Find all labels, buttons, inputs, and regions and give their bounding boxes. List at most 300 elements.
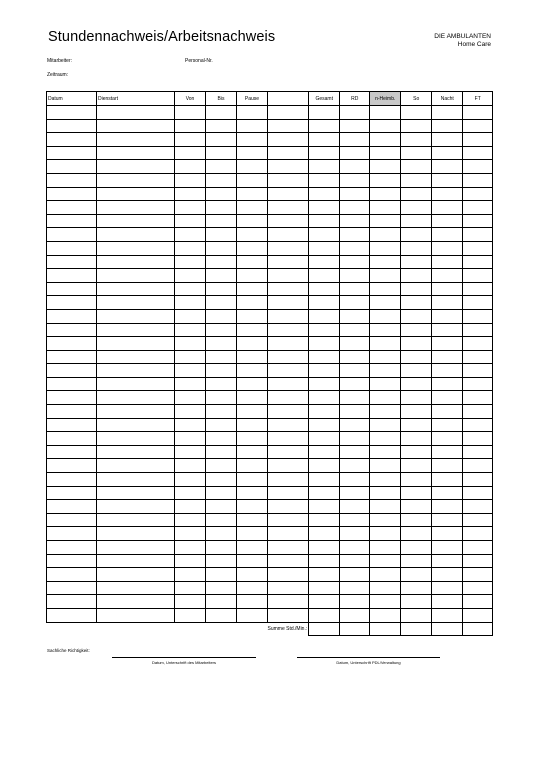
table-cell[interactable]: [206, 296, 237, 310]
table-cell[interactable]: [401, 405, 432, 419]
table-cell[interactable]: [97, 255, 175, 269]
table-cell[interactable]: [206, 527, 237, 541]
table-cell[interactable]: [401, 228, 432, 242]
table-cell[interactable]: [463, 119, 493, 133]
table-cell[interactable]: [268, 405, 309, 419]
table-cell[interactable]: [206, 581, 237, 595]
table-cell[interactable]: [97, 106, 175, 120]
table-cell[interactable]: [97, 119, 175, 133]
table-cell[interactable]: [463, 228, 493, 242]
table-cell[interactable]: [463, 608, 493, 622]
table-cell[interactable]: [206, 146, 237, 160]
table-cell[interactable]: [175, 527, 206, 541]
table-cell[interactable]: [401, 187, 432, 201]
table-cell[interactable]: [432, 595, 463, 609]
table-cell[interactable]: [206, 133, 237, 147]
table-cell[interactable]: [206, 405, 237, 419]
table-cell[interactable]: [47, 432, 97, 446]
table-cell[interactable]: [401, 391, 432, 405]
table-cell[interactable]: [370, 106, 401, 120]
table-cell[interactable]: [206, 418, 237, 432]
table-cell[interactable]: [237, 282, 268, 296]
table-cell[interactable]: [340, 608, 370, 622]
table-cell[interactable]: [206, 568, 237, 582]
table-cell[interactable]: [97, 486, 175, 500]
table-cell[interactable]: [401, 337, 432, 351]
table-cell[interactable]: [175, 473, 206, 487]
table-cell[interactable]: [463, 364, 493, 378]
table-cell[interactable]: [47, 214, 97, 228]
table-cell[interactable]: [97, 214, 175, 228]
table-cell[interactable]: [370, 445, 401, 459]
table-cell[interactable]: [370, 337, 401, 351]
table-cell[interactable]: [432, 296, 463, 310]
table-cell[interactable]: [340, 269, 370, 283]
table-cell[interactable]: [268, 119, 309, 133]
table-cell[interactable]: [432, 500, 463, 514]
table-cell[interactable]: [463, 541, 493, 555]
table-cell[interactable]: [175, 201, 206, 215]
table-cell[interactable]: [268, 513, 309, 527]
table-cell[interactable]: [47, 568, 97, 582]
table-cell[interactable]: [47, 309, 97, 323]
table-cell[interactable]: [340, 405, 370, 419]
table-cell[interactable]: [463, 554, 493, 568]
table-cell[interactable]: [175, 513, 206, 527]
table-cell[interactable]: [268, 418, 309, 432]
table-cell[interactable]: [175, 568, 206, 582]
table-cell[interactable]: [237, 445, 268, 459]
table-cell[interactable]: [401, 486, 432, 500]
table-cell[interactable]: [463, 527, 493, 541]
table-cell[interactable]: [309, 146, 340, 160]
table-cell[interactable]: [175, 486, 206, 500]
table-cell[interactable]: [175, 269, 206, 283]
table-cell[interactable]: [268, 323, 309, 337]
table-cell[interactable]: [463, 323, 493, 337]
table-cell[interactable]: [463, 350, 493, 364]
table-cell[interactable]: [175, 309, 206, 323]
table-cell[interactable]: [309, 350, 340, 364]
table-cell[interactable]: [340, 228, 370, 242]
table-cell[interactable]: [237, 527, 268, 541]
table-cell[interactable]: [309, 241, 340, 255]
table-cell[interactable]: [237, 309, 268, 323]
table-cell[interactable]: [401, 282, 432, 296]
table-cell[interactable]: [175, 554, 206, 568]
table-cell[interactable]: [237, 486, 268, 500]
table-cell[interactable]: [47, 418, 97, 432]
table-cell[interactable]: [206, 350, 237, 364]
table-cell[interactable]: [237, 160, 268, 174]
table-cell[interactable]: [340, 160, 370, 174]
table-cell[interactable]: [432, 608, 463, 622]
table-cell[interactable]: [309, 608, 340, 622]
table-cell[interactable]: [268, 282, 309, 296]
table-cell[interactable]: [268, 146, 309, 160]
table-cell[interactable]: [309, 459, 340, 473]
table-cell[interactable]: [432, 337, 463, 351]
table-cell[interactable]: [432, 364, 463, 378]
table-cell[interactable]: [309, 541, 340, 555]
table-cell[interactable]: [309, 309, 340, 323]
table-cell[interactable]: [340, 337, 370, 351]
sum-cell[interactable]: [340, 622, 370, 636]
table-cell[interactable]: [47, 160, 97, 174]
table-cell[interactable]: [309, 201, 340, 215]
table-cell[interactable]: [463, 241, 493, 255]
table-cell[interactable]: [237, 269, 268, 283]
table-cell[interactable]: [175, 581, 206, 595]
table-cell[interactable]: [340, 445, 370, 459]
table-cell[interactable]: [401, 309, 432, 323]
table-cell[interactable]: [401, 445, 432, 459]
table-cell[interactable]: [206, 337, 237, 351]
table-cell[interactable]: [432, 201, 463, 215]
table-cell[interactable]: [309, 500, 340, 514]
table-cell[interactable]: [463, 581, 493, 595]
table-cell[interactable]: [175, 160, 206, 174]
table-cell[interactable]: [206, 106, 237, 120]
table-cell[interactable]: [97, 541, 175, 555]
table-cell[interactable]: [268, 608, 309, 622]
table-cell[interactable]: [370, 405, 401, 419]
table-cell[interactable]: [237, 255, 268, 269]
table-cell[interactable]: [309, 364, 340, 378]
table-cell[interactable]: [463, 513, 493, 527]
table-cell[interactable]: [370, 432, 401, 446]
table-cell[interactable]: [370, 350, 401, 364]
table-cell[interactable]: [370, 214, 401, 228]
table-cell[interactable]: [268, 214, 309, 228]
table-cell[interactable]: [206, 241, 237, 255]
table-cell[interactable]: [97, 568, 175, 582]
table-cell[interactable]: [309, 405, 340, 419]
table-cell[interactable]: [206, 377, 237, 391]
table-cell[interactable]: [370, 119, 401, 133]
table-cell[interactable]: [401, 296, 432, 310]
table-cell[interactable]: [370, 513, 401, 527]
table-cell[interactable]: [463, 418, 493, 432]
table-cell[interactable]: [175, 119, 206, 133]
table-cell[interactable]: [401, 568, 432, 582]
table-cell[interactable]: [401, 119, 432, 133]
table-cell[interactable]: [237, 608, 268, 622]
table-cell[interactable]: [97, 364, 175, 378]
table-cell[interactable]: [47, 173, 97, 187]
table-cell[interactable]: [206, 282, 237, 296]
table-cell[interactable]: [309, 214, 340, 228]
table-cell[interactable]: [206, 255, 237, 269]
table-cell[interactable]: [237, 377, 268, 391]
table-cell[interactable]: [370, 255, 401, 269]
table-cell[interactable]: [237, 459, 268, 473]
table-cell[interactable]: [175, 418, 206, 432]
table-cell[interactable]: [309, 391, 340, 405]
table-cell[interactable]: [340, 309, 370, 323]
table-cell[interactable]: [370, 296, 401, 310]
table-cell[interactable]: [97, 146, 175, 160]
table-cell[interactable]: [97, 173, 175, 187]
table-cell[interactable]: [206, 309, 237, 323]
table-cell[interactable]: [370, 133, 401, 147]
table-cell[interactable]: [370, 608, 401, 622]
table-cell[interactable]: [47, 146, 97, 160]
table-cell[interactable]: [237, 513, 268, 527]
table-cell[interactable]: [340, 541, 370, 555]
table-cell[interactable]: [47, 241, 97, 255]
table-cell[interactable]: [175, 608, 206, 622]
table-cell[interactable]: [175, 228, 206, 242]
table-cell[interactable]: [401, 377, 432, 391]
table-cell[interactable]: [370, 473, 401, 487]
sum-cell[interactable]: [309, 622, 340, 636]
table-cell[interactable]: [206, 459, 237, 473]
table-cell[interactable]: [370, 364, 401, 378]
table-cell[interactable]: [47, 187, 97, 201]
table-cell[interactable]: [47, 513, 97, 527]
table-cell[interactable]: [206, 323, 237, 337]
table-cell[interactable]: [340, 350, 370, 364]
table-cell[interactable]: [340, 581, 370, 595]
table-cell[interactable]: [463, 459, 493, 473]
table-cell[interactable]: [340, 432, 370, 446]
table-cell[interactable]: [401, 608, 432, 622]
table-cell[interactable]: [268, 350, 309, 364]
table-cell[interactable]: [206, 554, 237, 568]
table-cell[interactable]: [463, 486, 493, 500]
table-cell[interactable]: [175, 337, 206, 351]
table-cell[interactable]: [268, 106, 309, 120]
table-cell[interactable]: [401, 201, 432, 215]
table-cell[interactable]: [463, 201, 493, 215]
table-cell[interactable]: [370, 187, 401, 201]
table-cell[interactable]: [309, 527, 340, 541]
table-cell[interactable]: [268, 391, 309, 405]
table-cell[interactable]: [237, 214, 268, 228]
table-cell[interactable]: [97, 459, 175, 473]
table-cell[interactable]: [175, 214, 206, 228]
table-cell[interactable]: [175, 146, 206, 160]
table-cell[interactable]: [237, 133, 268, 147]
table-cell[interactable]: [97, 282, 175, 296]
table-cell[interactable]: [340, 473, 370, 487]
table-cell[interactable]: [432, 568, 463, 582]
table-cell[interactable]: [97, 187, 175, 201]
table-cell[interactable]: [237, 106, 268, 120]
table-cell[interactable]: [340, 133, 370, 147]
table-cell[interactable]: [206, 364, 237, 378]
table-cell[interactable]: [97, 377, 175, 391]
table-cell[interactable]: [432, 214, 463, 228]
table-cell[interactable]: [432, 309, 463, 323]
table-cell[interactable]: [309, 568, 340, 582]
table-cell[interactable]: [268, 228, 309, 242]
table-cell[interactable]: [97, 405, 175, 419]
table-cell[interactable]: [175, 459, 206, 473]
table-cell[interactable]: [268, 595, 309, 609]
table-cell[interactable]: [432, 486, 463, 500]
table-cell[interactable]: [268, 309, 309, 323]
table-cell[interactable]: [47, 228, 97, 242]
table-cell[interactable]: [401, 160, 432, 174]
table-cell[interactable]: [432, 106, 463, 120]
table-cell[interactable]: [268, 255, 309, 269]
table-cell[interactable]: [206, 173, 237, 187]
table-cell[interactable]: [175, 106, 206, 120]
table-cell[interactable]: [47, 133, 97, 147]
table-cell[interactable]: [206, 187, 237, 201]
table-cell[interactable]: [309, 133, 340, 147]
table-cell[interactable]: [463, 296, 493, 310]
table-cell[interactable]: [401, 241, 432, 255]
table-cell[interactable]: [401, 214, 432, 228]
table-cell[interactable]: [340, 296, 370, 310]
table-cell[interactable]: [432, 459, 463, 473]
sum-cell[interactable]: [463, 622, 493, 636]
table-cell[interactable]: [97, 391, 175, 405]
table-cell[interactable]: [432, 269, 463, 283]
table-cell[interactable]: [97, 296, 175, 310]
table-cell[interactable]: [340, 391, 370, 405]
table-cell[interactable]: [401, 106, 432, 120]
table-cell[interactable]: [237, 350, 268, 364]
table-cell[interactable]: [340, 377, 370, 391]
table-cell[interactable]: [370, 201, 401, 215]
table-cell[interactable]: [340, 146, 370, 160]
table-cell[interactable]: [175, 296, 206, 310]
table-cell[interactable]: [370, 228, 401, 242]
table-cell[interactable]: [47, 269, 97, 283]
table-cell[interactable]: [401, 581, 432, 595]
table-cell[interactable]: [463, 445, 493, 459]
table-cell[interactable]: [268, 160, 309, 174]
table-cell[interactable]: [370, 323, 401, 337]
table-cell[interactable]: [175, 187, 206, 201]
table-cell[interactable]: [432, 473, 463, 487]
table-cell[interactable]: [432, 541, 463, 555]
table-cell[interactable]: [97, 337, 175, 351]
table-cell[interactable]: [97, 418, 175, 432]
table-cell[interactable]: [97, 201, 175, 215]
table-cell[interactable]: [340, 201, 370, 215]
table-cell[interactable]: [309, 119, 340, 133]
table-cell[interactable]: [463, 146, 493, 160]
table-cell[interactable]: [370, 160, 401, 174]
table-cell[interactable]: [175, 595, 206, 609]
table-cell[interactable]: [432, 323, 463, 337]
table-cell[interactable]: [370, 541, 401, 555]
table-cell[interactable]: [340, 513, 370, 527]
table-cell[interactable]: [268, 364, 309, 378]
table-cell[interactable]: [47, 500, 97, 514]
table-cell[interactable]: [309, 513, 340, 527]
table-cell[interactable]: [340, 241, 370, 255]
table-cell[interactable]: [47, 459, 97, 473]
table-cell[interactable]: [206, 473, 237, 487]
table-cell[interactable]: [268, 459, 309, 473]
table-cell[interactable]: [463, 337, 493, 351]
table-cell[interactable]: [463, 255, 493, 269]
table-cell[interactable]: [309, 377, 340, 391]
table-cell[interactable]: [309, 323, 340, 337]
table-cell[interactable]: [432, 527, 463, 541]
table-cell[interactable]: [401, 541, 432, 555]
table-cell[interactable]: [340, 255, 370, 269]
table-cell[interactable]: [463, 568, 493, 582]
table-cell[interactable]: [97, 228, 175, 242]
table-cell[interactable]: [175, 405, 206, 419]
table-cell[interactable]: [206, 432, 237, 446]
table-cell[interactable]: [97, 323, 175, 337]
table-cell[interactable]: [432, 133, 463, 147]
table-cell[interactable]: [237, 364, 268, 378]
table-cell[interactable]: [206, 500, 237, 514]
table-cell[interactable]: [340, 119, 370, 133]
table-cell[interactable]: [175, 323, 206, 337]
table-cell[interactable]: [401, 432, 432, 446]
table-cell[interactable]: [432, 405, 463, 419]
table-cell[interactable]: [97, 309, 175, 323]
table-cell[interactable]: [370, 500, 401, 514]
table-cell[interactable]: [97, 554, 175, 568]
table-cell[interactable]: [309, 296, 340, 310]
table-cell[interactable]: [268, 486, 309, 500]
table-cell[interactable]: [340, 418, 370, 432]
table-cell[interactable]: [309, 418, 340, 432]
table-cell[interactable]: [47, 350, 97, 364]
table-cell[interactable]: [175, 282, 206, 296]
table-cell[interactable]: [401, 269, 432, 283]
table-cell[interactable]: [401, 554, 432, 568]
table-cell[interactable]: [309, 337, 340, 351]
table-cell[interactable]: [370, 173, 401, 187]
table-cell[interactable]: [237, 581, 268, 595]
table-cell[interactable]: [401, 364, 432, 378]
table-cell[interactable]: [97, 500, 175, 514]
table-cell[interactable]: [237, 541, 268, 555]
table-cell[interactable]: [340, 106, 370, 120]
table-cell[interactable]: [463, 377, 493, 391]
table-cell[interactable]: [268, 133, 309, 147]
table-cell[interactable]: [463, 500, 493, 514]
table-cell[interactable]: [340, 214, 370, 228]
table-cell[interactable]: [175, 241, 206, 255]
table-cell[interactable]: [401, 459, 432, 473]
table-cell[interactable]: [268, 296, 309, 310]
table-cell[interactable]: [309, 473, 340, 487]
table-cell[interactable]: [175, 541, 206, 555]
table-cell[interactable]: [340, 364, 370, 378]
table-cell[interactable]: [309, 554, 340, 568]
table-cell[interactable]: [47, 377, 97, 391]
table-cell[interactable]: [175, 445, 206, 459]
table-cell[interactable]: [175, 432, 206, 446]
table-cell[interactable]: [97, 595, 175, 609]
table-cell[interactable]: [97, 160, 175, 174]
table-cell[interactable]: [309, 255, 340, 269]
table-cell[interactable]: [370, 554, 401, 568]
table-cell[interactable]: [370, 282, 401, 296]
table-cell[interactable]: [268, 445, 309, 459]
table-cell[interactable]: [370, 595, 401, 609]
table-cell[interactable]: [47, 405, 97, 419]
table-cell[interactable]: [463, 473, 493, 487]
table-cell[interactable]: [237, 323, 268, 337]
table-cell[interactable]: [206, 269, 237, 283]
table-cell[interactable]: [268, 500, 309, 514]
table-cell[interactable]: [237, 568, 268, 582]
